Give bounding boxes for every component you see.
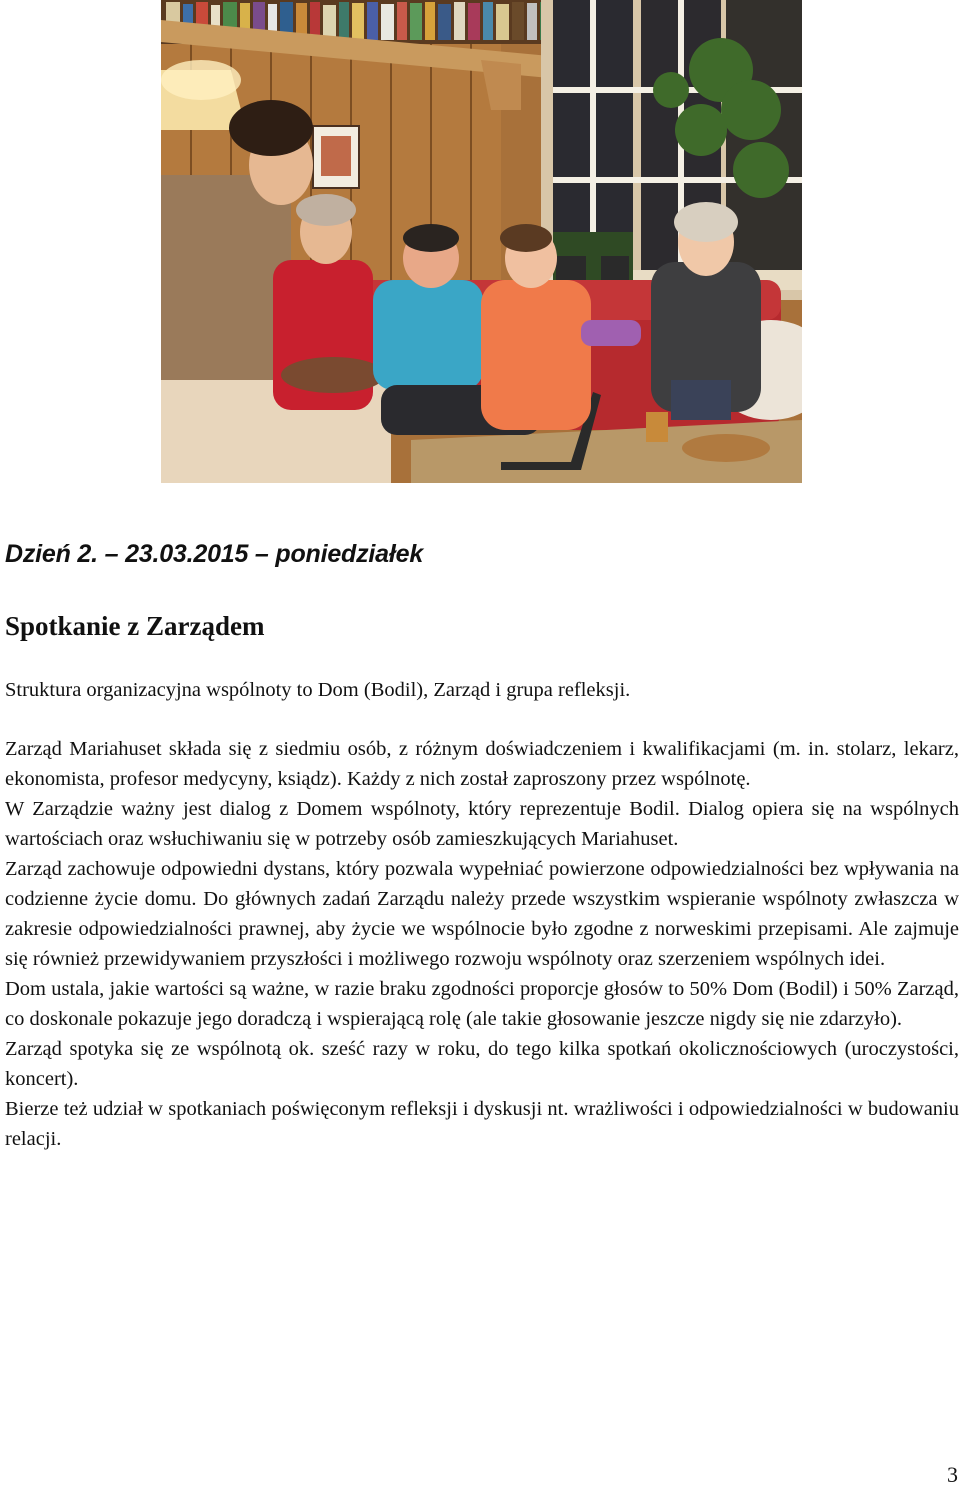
board-description — [5, 734, 959, 1154]
section-title: Spotkanie z Zarządem — [5, 611, 265, 641]
paragraph-dialog: W Zarządzie ważny jest dialog z Domem wspólnoty, który reprezentuje Bodil. Dialog opiera się na wspólnych wartościach oraz wsłuchiwaniu się w potrzeby osób zamieszkujących Mariahuset. — [5, 798, 959, 850]
paragraph-board-members: Zarząd Mariahuset składa się z siedmiu osób, z różnym doświadczeniem i kwalifikacjami (m. in. stolarz, lekarz, ekonomista, profesor medycyny, ksiądz). Każdy z nich został zaproszony przez wspólnotę. — [5, 738, 959, 790]
paragraph-meetings: Zarząd spotyka się ze wspólnotą ok. sześć razy w roku, do tego kilka spotkań okolicznościowych (uroczystości, koncert). — [5, 1038, 959, 1090]
paragraph-reflection: Bierze też udział w spotkaniach poświęconym refleksji i dyskusji nt. wrażliwości i odpowiedzialności w budowaniu relacji. — [5, 1098, 959, 1150]
paragraph-voting: Dom ustala, jakie wartości są ważne, w razie braku zgodności proporcje głosów to 50% Dom (Bodil) i 50% Zarząd, co doskonale pokazuje jego doradczą i wspierającą rolę (ale takie głosowanie jeszcze nigdy się nie zdarzyło). — [5, 978, 959, 1030]
page-number: 3 — [947, 1462, 958, 1487]
day-heading: Dzień 2. – 23.03.2015 – poniedziałek — [5, 540, 424, 568]
meeting-photo — [161, 0, 802, 483]
paragraph-structure: Struktura organizacyjna wspólnoty to Dom (Bodil), Zarząd i grupa refleksji. — [5, 679, 631, 701]
paragraph-distance: Zarząd zachowuje odpowiedni dystans, który pozwala wypełniać powierzone odpowiedzialności bez wpływania na codzienne życie domu. Do głównych zadań Zarządu należy przede wszystkim wspieranie wspólnoty zwłaszcza w zakresie odpowiedzialności prawnej, aby życie we wspólnocie było zgodne z norweskimi przepisami. Ale zajmuje się również przewidywaniem przyszłości i możliwego rozwoju wspólnoty oraz szerzeniem wspólnych idei. — [5, 858, 959, 970]
